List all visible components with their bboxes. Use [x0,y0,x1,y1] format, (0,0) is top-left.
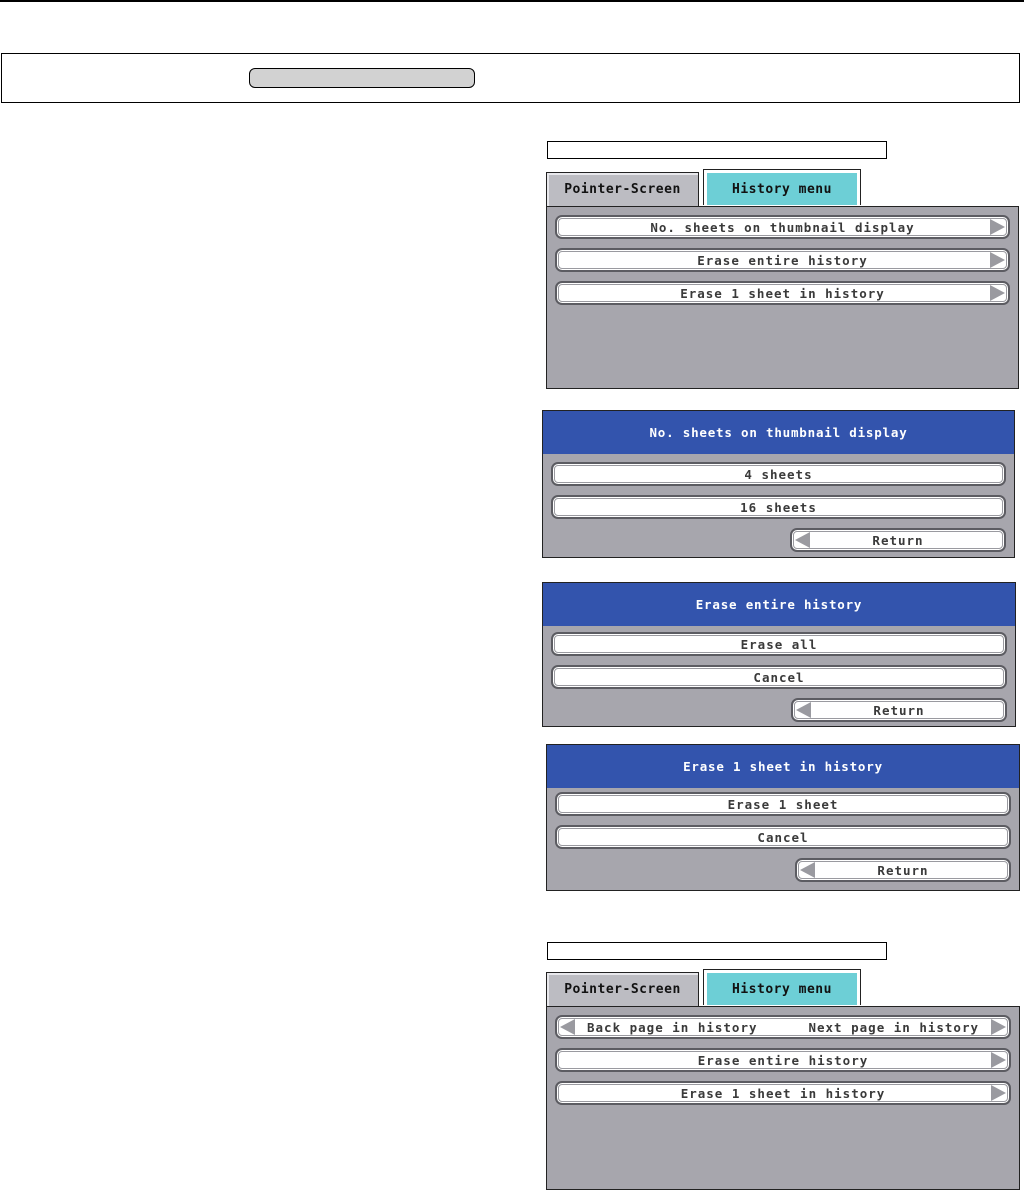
erase-entire-history-button-label: Erase entire history [697,1052,869,1068]
erase-one-sheet-button-label: Erase 1 sheet in history [680,1085,886,1101]
arrow-right-icon [990,252,1005,268]
arrow-right-icon [991,1085,1006,1101]
erase-one-sheet-confirm-button-label: Erase 1 sheet [727,796,839,812]
four-sheets-button-label: 4 sheets [744,466,813,482]
panel-1-menu-body [546,206,1019,389]
cancel-button[interactable] [555,825,1011,849]
arrow-right-icon [990,285,1005,301]
thumbnail-sheets-button[interactable] [555,215,1010,239]
arrow-left-icon [795,532,810,548]
history-paging-button[interactable] [555,1015,1011,1039]
back-page-label[interactable]: Back page in history [587,1019,758,1035]
return-button[interactable] [795,858,1011,882]
thumbnail-sheets-dialog [542,410,1015,558]
panel-2-menu-body [546,1006,1020,1190]
arrow-left-icon [560,1019,575,1035]
dialog-title-text: Erase entire history [695,597,863,612]
next-page-label[interactable]: Next page in history [808,1019,979,1035]
cancel-button[interactable] [551,665,1007,689]
arrow-left-icon [800,862,815,878]
erase-entire-history-button[interactable] [555,1048,1011,1072]
thumbnail-sheets-button-label: No. sheets on thumbnail display [650,219,915,235]
tab-pointer-screen[interactable] [546,172,699,206]
panel-1-caption-box [547,141,887,159]
erase-one-sheet-dialog [546,744,1020,891]
cancel-button-label: Cancel [757,829,809,845]
tab-pointer-screen-label: Pointer-Screen [564,982,681,997]
tab-history-menu[interactable] [703,169,861,205]
sixteen-sheets-button[interactable] [551,495,1006,519]
arrow-left-icon [796,702,811,718]
erase-entire-history-button[interactable] [555,248,1010,272]
dialog-title-text: Erase 1 sheet in history [683,759,883,774]
cancel-button-label: Cancel [753,669,805,685]
tab-history-menu-label: History menu [732,181,832,197]
erase-one-sheet-confirm-button[interactable] [555,792,1011,816]
erase-entire-history-dialog [542,582,1016,727]
tab-pointer-screen[interactable] [546,972,699,1006]
arrow-right-icon [991,1019,1006,1035]
erase-all-button[interactable] [551,632,1007,656]
dialog-title [543,411,1014,454]
return-button-label: Return [872,532,924,548]
erase-one-sheet-button[interactable] [555,1081,1011,1105]
dialog-title [547,745,1019,788]
header-pill [249,68,475,88]
panel-2-caption-box [547,942,887,960]
header-box [1,53,1020,103]
erase-one-sheet-button[interactable] [555,281,1010,305]
dialog-title [543,583,1015,626]
tab-history-menu[interactable] [703,969,861,1005]
return-button[interactable] [790,528,1006,552]
tab-pointer-screen-label: Pointer-Screen [564,182,681,197]
dialog-title-text: No. sheets on thumbnail display [649,425,908,440]
erase-all-button-label: Erase all [740,636,818,652]
return-button-label: Return [877,862,929,878]
arrow-right-icon [991,1052,1006,1068]
sixteen-sheets-button-label: 16 sheets [740,499,817,515]
four-sheets-button[interactable] [551,462,1006,486]
return-button-label: Return [873,702,925,718]
erase-entire-history-button-label: Erase entire history [697,252,868,268]
return-button[interactable] [791,698,1007,722]
erase-one-sheet-button-label: Erase 1 sheet in history [680,285,885,301]
tab-history-menu-label: History menu [732,981,832,997]
top-rule [0,0,1024,2]
arrow-right-icon [990,219,1005,235]
